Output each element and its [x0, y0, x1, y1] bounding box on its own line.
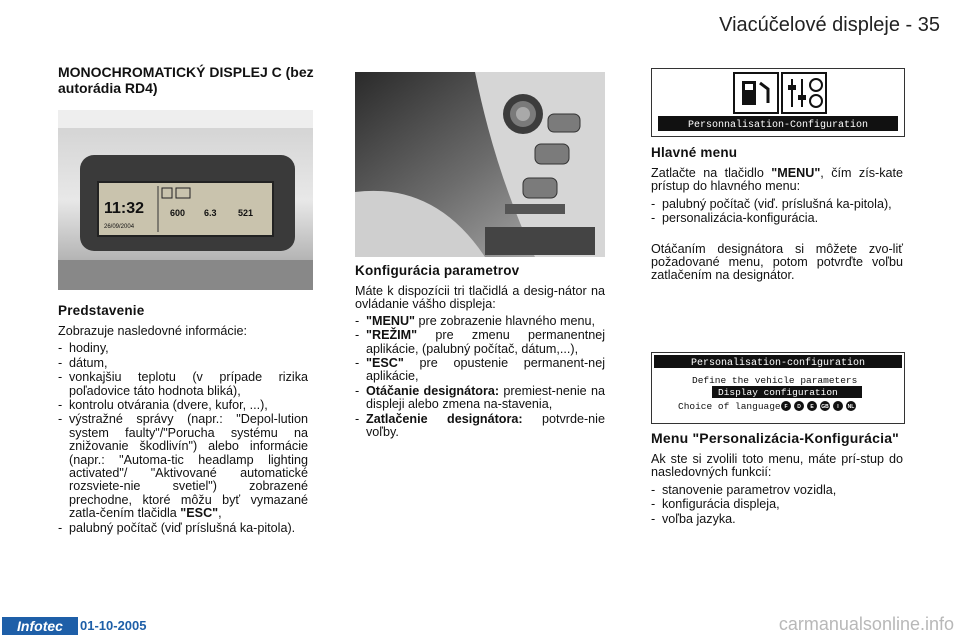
- list-item: [355, 385, 605, 412]
- esc-key-label: "ESC": [180, 506, 219, 521]
- menu-key-label: "MENU": [366, 313, 416, 328]
- config-option: Choice of language: [678, 401, 781, 412]
- list-item: - voľba jazyka.: [651, 513, 903, 526]
- controls-photo: [355, 72, 605, 257]
- list-item: - palubný počítač (viď príslušná ka-pitola).: [58, 522, 308, 535]
- esc-key-suffix: ,: [218, 506, 222, 521]
- list-item: - hodiny,: [58, 342, 308, 355]
- display-photo: [58, 110, 313, 290]
- section-konfiguracia: [355, 263, 605, 440]
- esc-key-label: "ESC": [366, 356, 404, 371]
- config-menu-screen: [651, 352, 905, 424]
- config-menu-screen-illustration: [652, 353, 904, 423]
- menu-personalizacia-heading: Menu "Personalizácia-Konfigurácia": [651, 430, 900, 446]
- page-title: MONOCHROMATICKÝ DISPLEJ C (bez autorádia RD4): [58, 64, 314, 96]
- svg-text:F: F: [784, 404, 788, 410]
- footer-date: 01-10-2005: [80, 618, 147, 633]
- svg-text:GB: GB: [821, 404, 829, 410]
- config-title: Personalisation-configuration: [690, 358, 866, 369]
- list-item: - stanovenie parametrov vozidla,: [651, 484, 903, 497]
- list-item: - palubný počítač (viď. príslušná ka-pitola),: [651, 198, 903, 211]
- display-photo-illustration: [58, 110, 313, 290]
- svg-text:NL: NL: [847, 404, 855, 410]
- list-item: - konfigurácia displeja,: [651, 498, 903, 511]
- page-header-title: Viacúčelové displeje - 35: [719, 14, 940, 36]
- konfiguracia-intro: Máte k dispozícii tri tlačidlá a desig-nátor na ovládanie vášho displeja:: [355, 284, 605, 312]
- display-readout-2: 6.3: [204, 208, 217, 218]
- list-item-text: výstražné správy (napr.: "Depol-lution system faulty"/"Porucha systému na znižovanie škodlivín") alebo informácie (napr.: "Automa-tic headlamp lighting activated"/ "Aktivované automatické rozsviete-nie svetiel") zobrazené prechodne, ktoré môžu byť vymazané zatla-čením tlačidla: [69, 412, 308, 521]
- list-item: - vonkajšiu teplotu (v prípade rizika poľadovice táto hodnota bliká),: [58, 371, 308, 398]
- list-item-text: pre opustenie permanent-nej aplikácie,: [366, 356, 605, 384]
- display-readout-3: 521: [238, 208, 254, 218]
- menu-personalizacia-intro: Ak ste si zvolili toto menu, máte prí-stup do nasledovných funkcií:: [651, 452, 903, 480]
- section-menu-personalizacia: [651, 430, 903, 527]
- controls-photo-illustration: [355, 72, 605, 257]
- list-item-text: pre zobrazenie hlavného menu,: [415, 313, 595, 328]
- intro-text: , čím zís-kate prístup do hlavného menu:: [651, 166, 904, 194]
- watermark: carmanualsonline.info: [778, 614, 954, 634]
- display-date: 26/09/2004: [104, 224, 135, 230]
- rezim-key-label: "REŽIM": [366, 328, 418, 343]
- main-menu-label: Personnalisation-Configuration: [687, 120, 869, 131]
- main-menu-screen-illustration: [652, 69, 904, 136]
- main-menu-screen: [651, 68, 905, 137]
- press-designator-label: Zatlačenie designátora:: [366, 411, 523, 426]
- section-predstavenie: [58, 303, 308, 536]
- menu-key-label: "MENU": [771, 166, 821, 180]
- config-option-selected: Display configuration: [718, 387, 838, 398]
- list-item: [355, 413, 605, 440]
- rotate-designator-label: Otáčanie designátora:: [366, 383, 500, 398]
- svg-text:E: E: [810, 404, 814, 410]
- list-item: [355, 357, 605, 384]
- list-item-text: premiest-nenie na displeji alebo zmena na-stavenia,: [366, 383, 605, 412]
- predstavenie-intro: Zobrazuje nasledovné informácie:: [58, 324, 248, 338]
- hlavne-menu-intro: [651, 167, 903, 194]
- section-hlavne-menu: [651, 145, 903, 283]
- display-time: 11:32: [104, 200, 145, 217]
- konfiguracia-heading: Konfigurácia parametrov: [355, 263, 520, 278]
- list-item: [355, 329, 605, 356]
- svg-text:D: D: [797, 404, 801, 410]
- list-item-text: pre zmenu permanentnej aplikácie, (palubný počítač, dátum,...),: [366, 328, 605, 356]
- display-readout-1: 600: [170, 208, 186, 218]
- list-item: [58, 413, 308, 520]
- list-item: - dátum,: [58, 357, 308, 370]
- config-option: Define the vehicle parameters: [692, 375, 858, 386]
- intro-text: Zatlačte na tlačidlo: [651, 166, 772, 180]
- list-item: [355, 315, 605, 328]
- list-item: - personalizácia-konfigurácia.: [651, 212, 903, 225]
- svg-text:I: I: [837, 404, 839, 410]
- hlavne-menu-heading: Hlavné menu: [651, 145, 738, 160]
- infotec-logo: Infotec: [2, 617, 78, 635]
- list-item: - kontrolu otvárania (dvere, kufor, ...),: [58, 399, 308, 412]
- hlavne-menu-paragraph: Otáčaním designátora si môžete zvo-liť požadované menu, potom potvrďte voľbu zatlačením na designátor.: [651, 241, 903, 283]
- predstavenie-heading: Predstavenie: [58, 303, 145, 318]
- list-item-text: potvrde-nie voľby.: [366, 411, 605, 440]
